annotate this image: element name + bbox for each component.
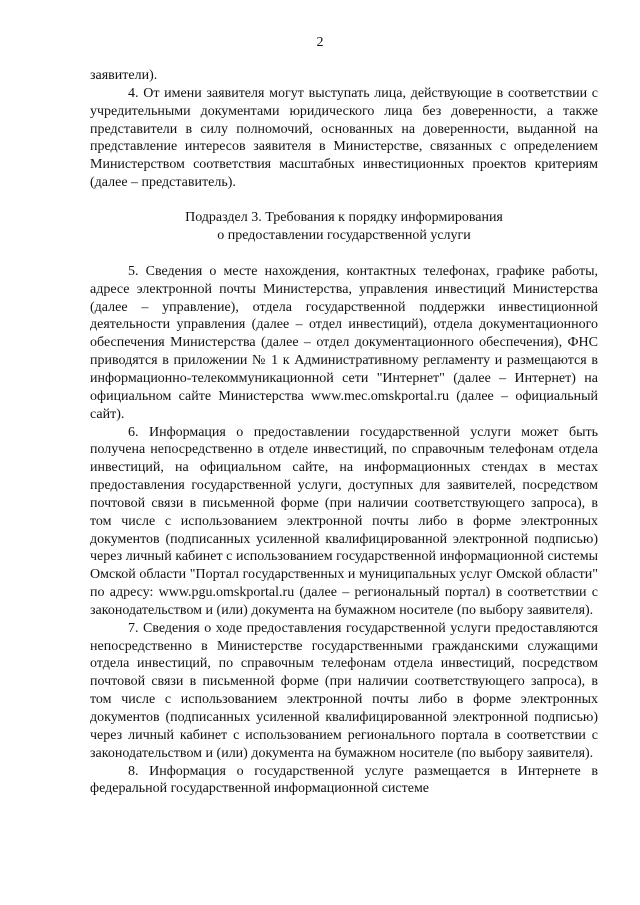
paragraph-5: 5. Сведения о месте нахождения, контактных телефонах, графике работы, адресе электронной почты Министерства, управления инвестиций Министерства (далее – управление), отдела государственной поддержки инвестиционной деятельности управления (далее – отдел инвестиций), отдела документационного обеспечения Министерства (далее – отдел документационного обеспечения), ФНС приводятся в приложении № 1 к Административному регламенту и размещаются в информационно-телекоммуникационной сети "Интернет" (далее – Интернет) на официальном сайте Министерства www.mec.omskportal.ru (далее – официальный сайт).	[90, 263, 598, 422]
paragraph-6: 6. Информация о предоставлении государственной услуги может быть получена непосредственно в отделе инвестиций, по справочным телефонам отдела инвестиций, на официальном сайте, на информационных стендах в местах предоставления государственной услуги, доступных для заявителей, посредством почтовой связи в письменной форме (при наличии соответствующего запроса), в том числе с использованием электронной почты либо в форме электронных документов (подписанных усиленной квалифицированной электронной подписью) через личный кабинет с использованием государственной информационной системы Омской области "Портал государственных и муниципальных услуг Омской области" по адресу: www.pgu.omskportal.ru (далее – региональный портал) в соответствии с законодательством и (или) документа на бумажном носителе (по выбору заявителя).	[90, 424, 598, 618]
subsection-heading	[90, 209, 598, 245]
paragraph-7: 7. Сведения о ходе предоставления государственной услуги предоставляются непосредственно в Министерстве государственными гражданскими служащими отдела инвестиций, по справочным телефонам отдела инвестиций, посредством почтовой связи в письменной форме (при наличии соответствующего запроса), в том числе с использованием электронной почты либо в форме электронных документов (подписанных усиленной квалифицированной электронной подписью) через личный кабинет с использованием регионального портала в соответствии с законодательством и (или) документа на бумажном носителе (по выбору заявителя).	[90, 620, 598, 761]
paragraph-8: 8. Информация о государственной услуге размещается в Интернете в федеральной государственной информационной системе	[90, 763, 598, 797]
page-number: 2	[316, 35, 324, 50]
document-body	[90, 67, 598, 798]
subsection-heading-line1: Подраздел 3. Требования к порядку информирования	[185, 209, 503, 225]
subsection-heading-line2: о предоставлении государственной услуги	[217, 227, 471, 243]
paragraph-4: 4. От имени заявителя могут выступать лица, действующие в соответствии с учредительными документами юридического лица без доверенности, а также представители в силу полномочий, основанных на доверенности, выданной на представление интересов заявителя в Министерстве, связанных с определением Министерством соответствия масштабных инвестиционных проектов критериям (далее – представитель).	[90, 85, 598, 191]
paragraph-continuation: заявители).	[90, 68, 158, 83]
